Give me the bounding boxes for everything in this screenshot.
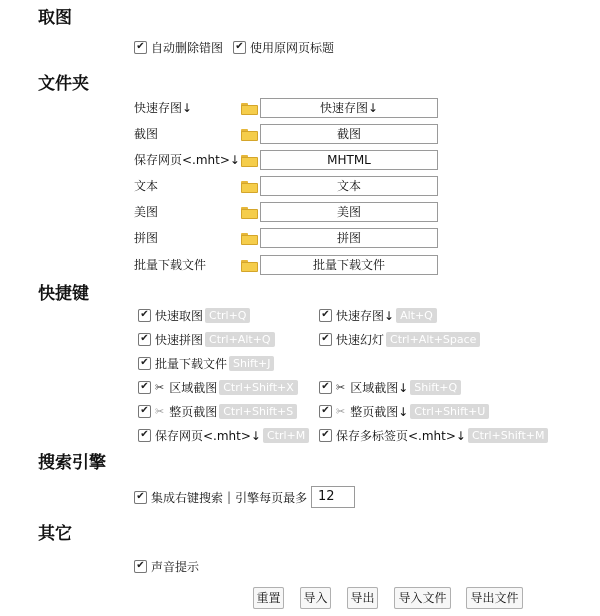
folder-icon[interactable] [241,181,258,193]
import-file-button[interactable]: 导入文件 [394,587,451,609]
hotkey-checkbox[interactable]: ✔ [138,333,151,346]
section-title-hotkeys: 快捷键 [38,284,89,304]
hotkey-checkbox[interactable]: ✔ [319,309,332,322]
section-title-other: 其它 [38,524,72,544]
search-integrate-checkbox[interactable]: ✔ [134,491,147,504]
folder-input-quick-save[interactable]: 快速存图↓ [260,98,438,118]
hotkey-quick-collage[interactable] [138,330,275,348]
folder-icon[interactable] [241,260,258,272]
hotkey-full-page-capture[interactable] [138,402,297,420]
hotkey-quick-slideshow[interactable] [319,330,480,348]
export-file-button[interactable]: 导出文件 [466,587,523,609]
hotkey-checkbox[interactable]: ✔ [319,333,332,346]
folder-label-quick-save: 快速存图↓ [134,101,193,115]
folder-input-beauty[interactable]: 美图 [260,202,438,222]
folder-icon[interactable] [241,103,258,115]
hotkey-key[interactable]: Ctrl+Shift+M [468,428,549,443]
hotkey-key[interactable]: Ctrl+Alt+Space [386,332,480,347]
folder-label-beauty: 美图 [134,205,159,219]
hotkey-key[interactable]: Shift+J [229,356,274,371]
sound-checkbox[interactable]: ✔ [134,560,147,573]
folder-input-screenshot[interactable]: 截图 [260,124,438,144]
auto-delete-option[interactable] [134,38,223,56]
folder-label-collage: 拼图 [134,231,159,245]
hotkey-batch-download[interactable] [138,354,274,372]
hotkey-checkbox[interactable]: ✔ [138,405,151,418]
hotkey-quick-capture[interactable] [138,306,250,324]
sound-option[interactable] [134,557,199,575]
hotkey-label: 区域截图↓ [350,380,409,395]
hotkey-checkbox[interactable]: ✔ [138,309,151,322]
auto-delete-label: 自动删除错图 [151,40,224,55]
hotkey-region-capture-save[interactable] [319,378,461,396]
use-title-label: 使用原网页标题 [250,40,335,55]
hotkey-key[interactable]: Ctrl+Shift+U [410,404,489,419]
export-button[interactable]: 导出 [347,587,378,609]
hotkey-region-capture[interactable] [138,378,298,396]
scissors-icon: ✂ [155,404,165,418]
search-integrate-label: 集成右键搜索 [151,490,224,505]
hotkey-checkbox[interactable]: ✔ [319,405,332,418]
hotkey-key[interactable]: Ctrl+Q [205,308,250,323]
section-title-folders: 文件夹 [38,74,89,94]
folder-label-text: 文本 [134,179,159,193]
hotkey-full-page-capture-save[interactable] [319,402,489,420]
hotkey-key[interactable]: Ctrl+M [263,428,309,443]
hotkey-label: 快速存图↓ [336,308,395,323]
folder-icon[interactable] [241,129,258,141]
auto-delete-checkbox[interactable]: ✔ [134,41,147,54]
hotkey-checkbox[interactable]: ✔ [319,381,332,394]
folder-input-batch-download[interactable]: 批量下载文件 [260,255,438,275]
hotkey-quick-save[interactable] [319,306,437,324]
hotkey-checkbox[interactable]: ✔ [138,429,151,442]
folder-label-screenshot: 截图 [134,127,159,141]
hotkey-label: 整页截图↓ [350,404,409,419]
hotkey-checkbox[interactable]: ✔ [319,429,332,442]
hotkey-key[interactable]: Ctrl+Shift+X [219,380,298,395]
per-page-input[interactable]: 12 [311,486,355,508]
folder-input-text[interactable]: 文本 [260,176,438,196]
sound-label: 声音提示 [151,559,200,574]
use-title-option[interactable] [233,38,334,56]
scissors-icon: ✂ [336,404,346,418]
hotkey-key[interactable]: Alt+Q [396,308,437,323]
hotkey-label: 快速取图 [155,308,204,323]
hotkey-key[interactable]: Shift+Q [410,380,461,395]
hotkey-label: 快速幻灯 [336,332,385,347]
hotkey-label: 快速拼图 [155,332,204,347]
scissors-icon: ✂ [336,380,346,394]
folder-label-save-page: 保存网页<.mht>↓ [134,153,240,167]
folder-input-save-page[interactable]: MHTML [260,150,438,170]
hotkey-label: 区域截图 [169,380,218,395]
scissors-icon: ✂ [155,380,165,394]
folder-icon[interactable] [241,155,258,167]
section-title-capture: 取图 [38,8,72,28]
hotkey-key[interactable]: Ctrl+Alt+Q [205,332,275,347]
separator: | [227,490,232,504]
use-title-checkbox[interactable]: ✔ [233,41,246,54]
hotkey-save-multi-tabs[interactable] [319,426,548,444]
hotkey-label: 保存多标签页<.mht>↓ [336,428,466,443]
reset-button[interactable]: 重置 [253,587,284,609]
hotkey-save-page[interactable] [138,426,309,444]
hotkey-checkbox[interactable]: ✔ [138,381,151,394]
hotkey-label: 批量下载文件 [155,356,228,371]
search-integrate-option[interactable] [134,488,307,506]
hotkey-key[interactable]: Ctrl+Shift+S [219,404,297,419]
per-page-label: 引擎每页最多 [235,490,308,505]
folder-input-collage[interactable]: 拼图 [260,228,438,248]
import-button[interactable]: 导入 [300,587,331,609]
folder-label-batch-download: 批量下载文件 [134,258,207,272]
folder-icon[interactable] [241,207,258,219]
folder-icon[interactable] [241,233,258,245]
hotkey-label: 保存网页<.mht>↓ [155,428,261,443]
section-title-search: 搜索引擎 [38,453,106,473]
hotkey-checkbox[interactable]: ✔ [138,357,151,370]
hotkey-label: 整页截图 [169,404,218,419]
